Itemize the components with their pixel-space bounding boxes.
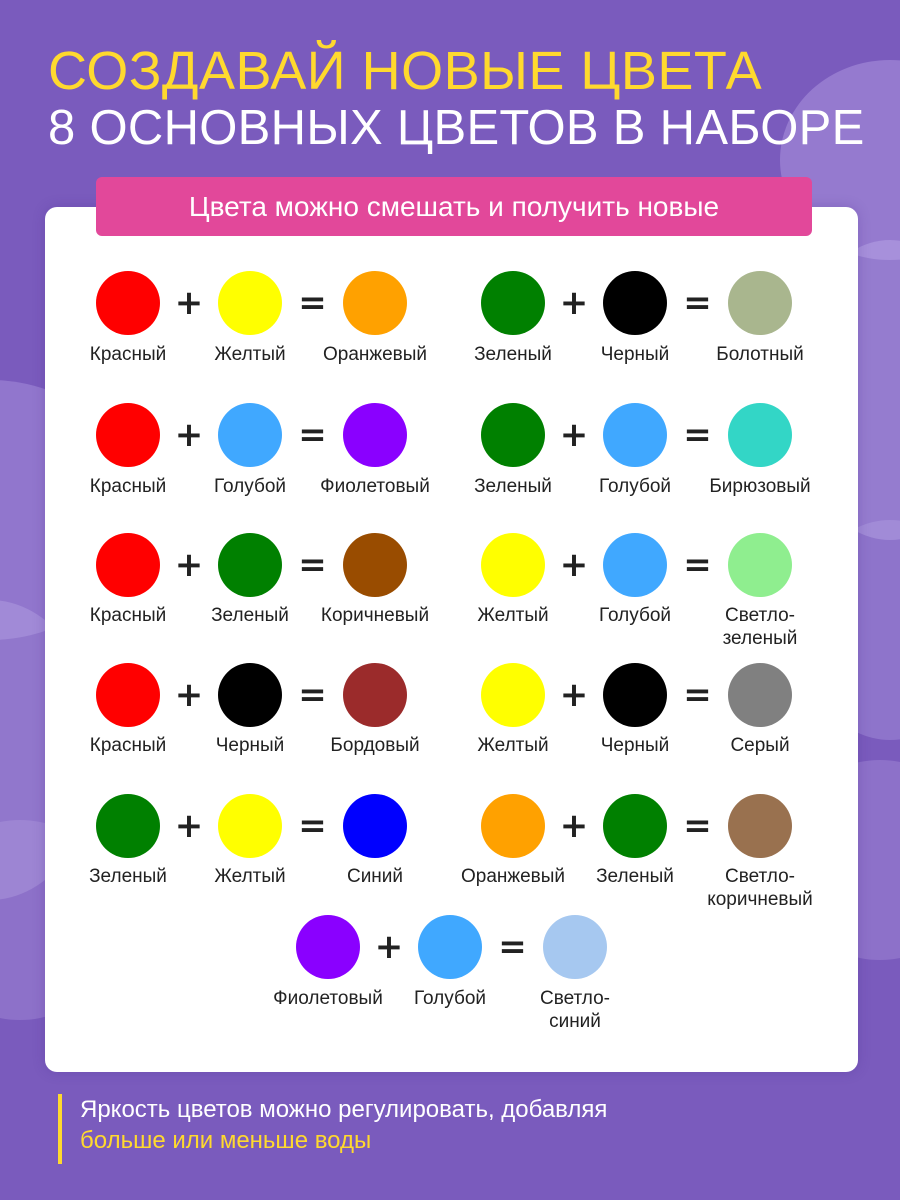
color-label-result: Бирюзовый <box>709 476 811 497</box>
color-label-input-a: Красный <box>89 605 167 626</box>
color-swatch-input-b <box>218 533 282 597</box>
color-label-input-a: Красный <box>89 476 167 497</box>
color-label-input-b: Черный <box>600 735 670 756</box>
water-note <box>58 1094 858 1164</box>
equals-sign: = <box>298 415 327 455</box>
color-swatch-input-a <box>96 271 160 335</box>
color-label-input-b: Голубой <box>598 605 672 626</box>
equals-sign: = <box>498 927 527 967</box>
plus-sign: + <box>559 283 589 323</box>
color-label-input-a: Зеленый <box>89 866 167 887</box>
equals-sign: = <box>298 283 327 323</box>
water-note-line2: больше или меньше воды <box>80 1127 372 1154</box>
color-swatch-input-a <box>296 915 360 979</box>
color-swatch-result <box>343 403 407 467</box>
color-swatch-result <box>728 794 792 858</box>
color-swatch-input-a <box>481 794 545 858</box>
color-label-result: Синий <box>346 866 404 887</box>
color-label-input-b: Черный <box>600 344 670 365</box>
equals-sign: = <box>683 415 712 455</box>
color-label-result: Болотный <box>716 344 804 365</box>
equals-sign: = <box>298 675 327 715</box>
plus-sign: + <box>559 545 589 585</box>
plus-sign: + <box>559 806 589 846</box>
plus-sign: + <box>174 675 204 715</box>
color-swatch-input-a <box>481 533 545 597</box>
color-swatch-input-b <box>218 403 282 467</box>
color-swatch-result <box>728 533 792 597</box>
equals-sign: = <box>683 675 712 715</box>
color-label-input-b: Зеленый <box>596 866 674 887</box>
mix-banner: Цвета можно смешать и получить новые <box>96 177 812 236</box>
plus-sign: + <box>174 545 204 585</box>
plus-sign: + <box>174 806 204 846</box>
plus-sign: + <box>174 283 204 323</box>
color-label-input-b: Голубой <box>213 476 287 497</box>
color-label-input-a: Оранжевый <box>460 866 566 887</box>
color-label-input-b: Черный <box>215 735 285 756</box>
color-label-input-a: Красный <box>89 735 167 756</box>
color-label-input-b: Зеленый <box>211 605 289 626</box>
color-label-input-b: Голубой <box>413 988 487 1009</box>
color-label-result: Светло- синий <box>539 988 611 1032</box>
color-label-input-b: Желтый <box>214 866 286 887</box>
color-swatch-input-a <box>481 403 545 467</box>
color-swatch-result <box>728 663 792 727</box>
color-swatch-result <box>343 663 407 727</box>
water-note-line1: Яркость цветов можно регулировать, добавляя <box>80 1096 608 1123</box>
equals-sign: = <box>683 545 712 585</box>
plus-sign: + <box>559 415 589 455</box>
plus-sign: + <box>374 927 404 967</box>
color-swatch-result <box>728 271 792 335</box>
plus-sign: + <box>174 415 204 455</box>
color-label-input-a: Желтый <box>477 735 549 756</box>
color-label-input-a: Красный <box>89 344 167 365</box>
color-label-result: Бордовый <box>330 735 420 756</box>
color-swatch-input-a <box>481 663 545 727</box>
equals-sign: = <box>683 806 712 846</box>
color-label-input-a: Фиолетовый <box>273 988 383 1009</box>
color-label-input-b: Голубой <box>598 476 672 497</box>
plus-sign: + <box>559 675 589 715</box>
color-swatch-input-b <box>218 794 282 858</box>
color-label-input-a: Зеленый <box>474 476 552 497</box>
color-swatch-input-b <box>218 663 282 727</box>
color-label-result: Светло- коричневый <box>707 866 813 910</box>
page-subtitle: 8 ОСНОВНЫХ ЦВЕТОВ В НАБОРЕ <box>48 101 865 155</box>
equals-sign: = <box>683 283 712 323</box>
color-swatch-input-b <box>603 533 667 597</box>
color-swatch-input-b <box>603 403 667 467</box>
color-swatch-result <box>343 794 407 858</box>
color-label-result: Светло- зеленый <box>722 605 798 649</box>
color-label-input-a: Желтый <box>477 605 549 626</box>
color-label-input-b: Желтый <box>214 344 286 365</box>
color-swatch-result <box>728 403 792 467</box>
color-swatch-input-a <box>96 663 160 727</box>
color-label-result: Серый <box>730 735 790 756</box>
page-title: СОЗДАВАЙ НОВЫЕ ЦВЕТА <box>48 41 763 101</box>
color-swatch-input-b <box>218 271 282 335</box>
color-swatch-input-a <box>96 794 160 858</box>
color-swatch-input-b <box>603 663 667 727</box>
color-label-result: Коричневый <box>320 605 430 626</box>
color-swatch-input-b <box>418 915 482 979</box>
color-swatch-input-b <box>603 794 667 858</box>
color-label-result: Фиолетовый <box>320 476 430 497</box>
equals-sign: = <box>298 806 327 846</box>
color-swatch-result <box>343 271 407 335</box>
color-label-input-a: Зеленый <box>474 344 552 365</box>
color-label-result: Оранжевый <box>322 344 428 365</box>
color-swatch-input-a <box>96 533 160 597</box>
equals-sign: = <box>298 545 327 585</box>
color-swatch-input-a <box>481 271 545 335</box>
color-swatch-input-b <box>603 271 667 335</box>
color-swatch-result <box>543 915 607 979</box>
color-swatch-result <box>343 533 407 597</box>
color-swatch-input-a <box>96 403 160 467</box>
